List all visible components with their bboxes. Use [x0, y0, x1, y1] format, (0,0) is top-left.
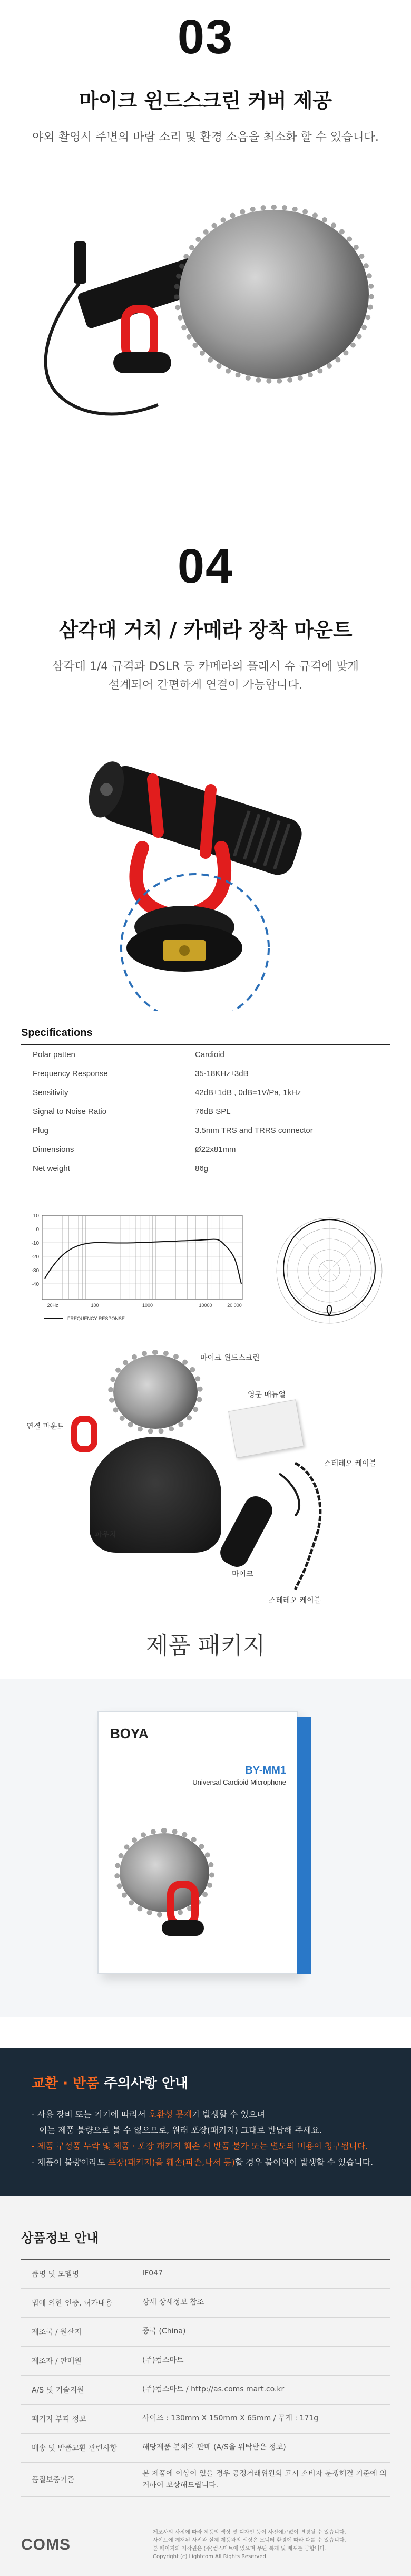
freq-legend: FREQUENCY RESPONSE: [67, 1315, 125, 1321]
footer-line-4: Copyright (c) Lightcom All Rights Reserved.: [153, 2554, 268, 2560]
label-mic: 마이크: [232, 1570, 253, 1578]
notice-title: [32, 2073, 379, 2092]
spec-row: [21, 1045, 390, 1064]
section-4-desc-line-2: 설계되어 간편하게 연결이 가능합니다.: [108, 679, 302, 692]
notice-line-1-highlight: 호환성 문제: [148, 2109, 192, 2119]
notice-line-4-b: 할 경우 불이익이 발생할 수 있습니다.: [234, 2157, 374, 2167]
box-model: BY-MM1: [245, 1764, 286, 1776]
box-subtitle: Universal Cardioid Microphone: [192, 1778, 286, 1786]
info-row: [21, 2260, 390, 2289]
freq-x-tick: 100: [91, 1302, 99, 1308]
coms-logo: COMS: [21, 2535, 71, 2553]
spec-row: [21, 1102, 390, 1121]
freq-x-tick: 10000: [199, 1302, 212, 1308]
spec-value: 35-18KHz±3dB: [195, 1069, 249, 1078]
box-brand: BOYA: [110, 1725, 149, 1741]
info-row: [21, 2463, 390, 2497]
info-key: 제조자 / 판매원: [32, 2357, 82, 2366]
freq-y-tick: 10: [33, 1213, 39, 1219]
info-row: [21, 2434, 390, 2463]
spec-key: Polar patten: [33, 1050, 75, 1059]
package-section-title: 제품 패키지: [145, 1632, 266, 1659]
freq-y-tick: 0: [36, 1226, 39, 1233]
notice-line-3: - 제품 구성품 누락 및 제품 · 포장 패키지 훼손 시 반품 불가 또는 별도의 비용이 청구됩니다.: [32, 2141, 368, 2152]
notice-line-1-a: - 사용 장비 또는 기기에 따라서: [32, 2109, 149, 2119]
notice-title-rest: 주의사항 안내: [99, 2075, 189, 2091]
footer-line-3: 본 페이지의 저작권은 (주)컴스마트에 있으며 무단 복제 및 배포를 금합니다.: [153, 2545, 327, 2552]
spec-key: Dimensions: [33, 1145, 74, 1154]
kit-cables: [21, 1347, 390, 1611]
spec-row: [21, 1121, 390, 1140]
spec-key: Frequency Response: [33, 1069, 108, 1078]
mic-cable: [21, 173, 390, 437]
spec-value: 76dB SPL: [195, 1107, 231, 1116]
info-key: A/S 및 기술지원: [32, 2386, 84, 2395]
spec-value: Cardioid: [195, 1050, 224, 1059]
box-mic-base: [162, 1920, 204, 1936]
label-manual: 영문 매뉴얼: [248, 1390, 286, 1399]
spec-rows: [21, 1045, 390, 1178]
label-mount: 연결 마운트: [26, 1422, 65, 1431]
product-info-title: 상품정보 안내: [21, 2228, 390, 2260]
section-4-desc: [0, 657, 411, 694]
section-3-title: 마이크 윈드스크린 커버 제공: [79, 89, 332, 112]
label-stereo-cable-a: 스테레오 케이블: [324, 1459, 377, 1468]
freq-y-tick: -40: [31, 1281, 39, 1287]
info-row: [21, 2376, 390, 2405]
notice-line-1: [32, 2107, 379, 2123]
spec-row: [21, 1083, 390, 1102]
freq-y-tick: -30: [31, 1267, 39, 1274]
notice-line-4-a: - 제품이 불량이라도: [32, 2157, 108, 2167]
specifications-title: Specifications: [21, 1027, 390, 1045]
info-value: (주)컴스마트: [142, 2356, 184, 2365]
freq-x-tick: 1000: [142, 1302, 153, 1308]
label-windscreen: 마이크 윈드스크린: [200, 1353, 260, 1362]
info-row: [21, 2347, 390, 2376]
spec-row: [21, 1159, 390, 1178]
spec-value: 42dB±1dB , 0dB=1V/Pa, 1kHz: [195, 1088, 301, 1097]
info-value: IF047: [142, 2269, 163, 2278]
spec-value: 86g: [195, 1164, 209, 1173]
polar-pattern-chart: [269, 1210, 390, 1331]
spec-key: Net weight: [33, 1164, 70, 1173]
info-value: 상세 상세정보 참조: [142, 2298, 204, 2307]
notice-line-4-highlight: 포장(패키지)을 훼손(파손,낙서 등): [107, 2157, 235, 2167]
frequency-response-chart: [21, 1210, 248, 1331]
freq-x-tick: 20,000: [227, 1302, 242, 1308]
section-4-desc-line-1: 삼각대 1/4 규격과 DSLR 등 카메라의 플래시 슈 규격에 맞게: [52, 660, 359, 674]
info-row: [21, 2289, 390, 2318]
footer-line-2: 사이트에 게재된 사진과 실제 제품과의 색상은 모니터 환경에 따라 다를 수 있습니다.: [153, 2538, 346, 2544]
info-key: 배송 및 반품교환 관련사항: [32, 2444, 118, 2453]
spec-key: Plug: [33, 1126, 49, 1135]
spec-value: 3.5mm TRS and TRRS connector: [195, 1126, 313, 1135]
box-side: [297, 1717, 311, 1974]
spec-row: [21, 1140, 390, 1159]
info-key: 품명 및 모델명: [32, 2270, 80, 2279]
info-value: 해당제품 본체의 판매 (A/S을 위탁받은 정보): [142, 2443, 286, 2452]
section-4-number: 04: [177, 539, 234, 594]
footer: [0, 2513, 411, 2576]
package-contents-photo: [21, 1347, 390, 1611]
response-charts: [21, 1210, 390, 1331]
retail-box: [97, 1711, 298, 1974]
info-value: (주)컴스마트 / http://as.coms mart.co.kr: [142, 2385, 285, 2394]
info-key: 법에 의한 인증, 허가내용: [32, 2299, 113, 2308]
notice-line-1-b: 가 발생할 수 있으며: [192, 2109, 266, 2119]
freq-x-tick: 20Hz: [47, 1302, 58, 1308]
spec-row: [21, 1064, 390, 1083]
spec-key: Signal to Noise Ratio: [33, 1107, 107, 1116]
notice-line-4: [32, 2155, 379, 2171]
info-key: 패키지 부피 정보: [32, 2415, 86, 2424]
info-value: 사이즈 : 130mm X 150mm X 65mm / 무게 : 171g: [142, 2414, 319, 2423]
windscreen-mic-photo: [21, 173, 390, 437]
label-stereo-cable-b: 스테레오 케이블: [269, 1596, 321, 1605]
return-notice: [0, 2048, 411, 2196]
package-box-photo: [0, 1679, 411, 2017]
freq-y-tick: -10: [31, 1240, 39, 1246]
mount-mic-photo: [21, 716, 390, 1011]
product-info-rows: [21, 2260, 390, 2497]
mount-illustration: [21, 716, 390, 1011]
spec-value: Ø22x81mm: [195, 1145, 236, 1154]
info-key: 품질보증기준: [32, 2475, 75, 2484]
info-value: 중국 (China): [142, 2327, 186, 2336]
spec-key: Sensitivity: [33, 1088, 68, 1097]
notice-title-highlight: 교환 · 반품: [32, 2075, 100, 2091]
label-pouch: 파우치: [95, 1530, 116, 1539]
info-row: [21, 2405, 390, 2434]
freq-y-tick: -20: [31, 1254, 39, 1260]
section-3-number: 03: [177, 10, 234, 64]
product-info: [0, 2196, 411, 2513]
section-3-desc: 야외 촬영시 주변의 바람 소리 및 환경 소음을 최소화 할 수 있습니다.: [32, 131, 379, 144]
info-row: [21, 2318, 390, 2347]
notice-line-2: 이는 제품 불량으로 볼 수 없으므로, 원래 포장(패키지) 그대로 반납해 주세요.: [39, 2125, 322, 2135]
specifications-table: [21, 1027, 390, 1178]
section-4-title: 삼각대 거치 / 카메라 장착 마운트: [58, 618, 353, 642]
footer-text: [153, 2529, 346, 2561]
footer-line-1: 제조사의 사정에 따라 제품의 색상 및 디자인 등이 사전예고없이 변경될 수 있습니다.: [153, 2529, 346, 2535]
info-value: 본 제품에 이상이 있을 경우 공정거래위원회 고시 소비자 분쟁해결 기준에 의거하여 보상해드립니다.: [142, 2469, 387, 2490]
info-key: 제조국 / 원산지: [32, 2328, 82, 2337]
